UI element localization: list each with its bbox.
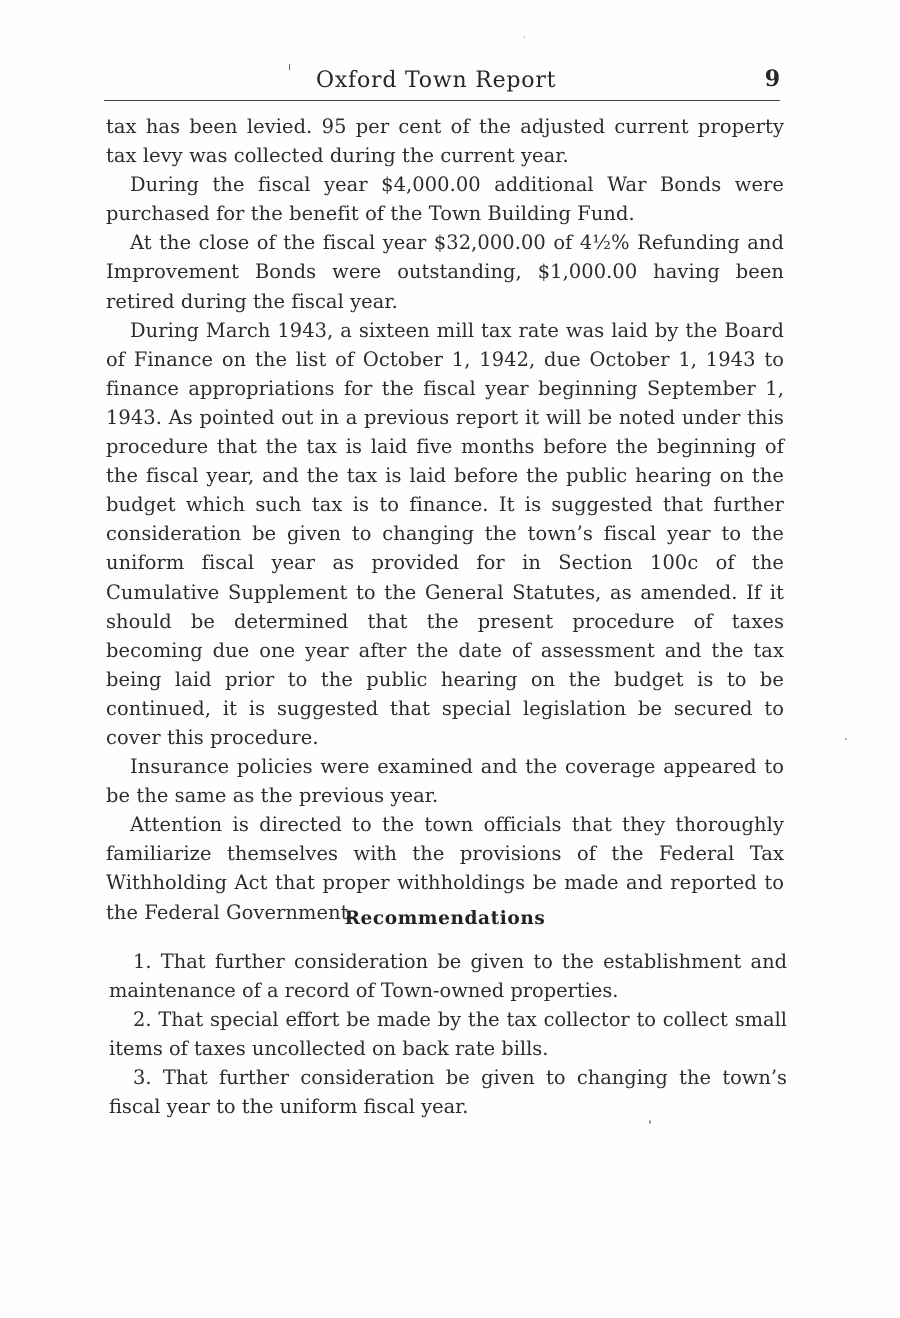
page-number: 9 — [764, 66, 780, 92]
recommendation-item: 3. That further consideration be given to changing the town’s fiscal year to the uniform fiscal year. — [109, 1066, 787, 1119]
paragraph-insurance: Insurance policies were examined and the coverage appeared to be the same as the previous year. — [106, 755, 784, 808]
paragraph-tax-rate: During March 1943, a sixteen mill tax rate was laid by the Board of Finance on the list of October 1, 1942, due October 1, 1943 to finance appropriations for the fiscal year beginning September 1, 1943. As pointed out in a previous report it will be noted under this procedure that the tax is laid five months before the beginning of the fiscal year, and the tax is laid before the public hearing on the budget which such tax is to finance. It is suggested that further consideration be given to changing the town’s fiscal year to the uniform fiscal year as provided for in Section 100c of the Cumulative Supplement to the General Statutes, as amended. If it should be determined that the present procedure of taxes becoming due one year after the date of assessment and the tax being laid prior to the public hearing on the budget is to be continued, it is suggested that special legislation be secured to cover this procedure. — [106, 318, 784, 749]
paragraph-withholding: Attention is directed to the town officials that they thoroughly familiarize themselves with the provisions of the Federal Tax Withholding Act that proper withholdings be made and reported to the Federal Government. — [106, 813, 784, 924]
paper-speck — [649, 1120, 651, 1124]
running-title: Oxford Town Report — [316, 68, 557, 93]
recommendation-item: 1. That further consideration be given to the establishment and maintenance of a record of Town-owned properties. — [109, 950, 787, 1003]
paper-speck — [845, 738, 847, 740]
recommendation-item: 2. That special effort be made by the tax collector to collect small items of taxes uncollected on back rate bills. — [109, 1008, 787, 1061]
page-header — [104, 66, 784, 106]
paragraph-refunding-bonds: At the close of the fiscal year $32,000.00 of 4½% Refunding and Improvement Bonds were outstanding, $1,000.00 having been retired during the fiscal year. — [106, 231, 784, 313]
recommendations-heading: Recommendations — [344, 908, 546, 929]
paragraph-war-bonds: During the fiscal year $4,000.00 additional War Bonds were purchased for the benefit of the Town Building Fund. — [106, 173, 784, 226]
header-mark — [289, 64, 290, 70]
recommendations-list — [109, 947, 787, 1122]
body-text — [106, 112, 784, 927]
paragraph-tax-levied: tax has been levied. 95 per cent of the adjusted current property tax levy was collected during the current year. — [106, 115, 784, 168]
header-rule — [104, 100, 780, 101]
paper-speck — [524, 36, 525, 38]
